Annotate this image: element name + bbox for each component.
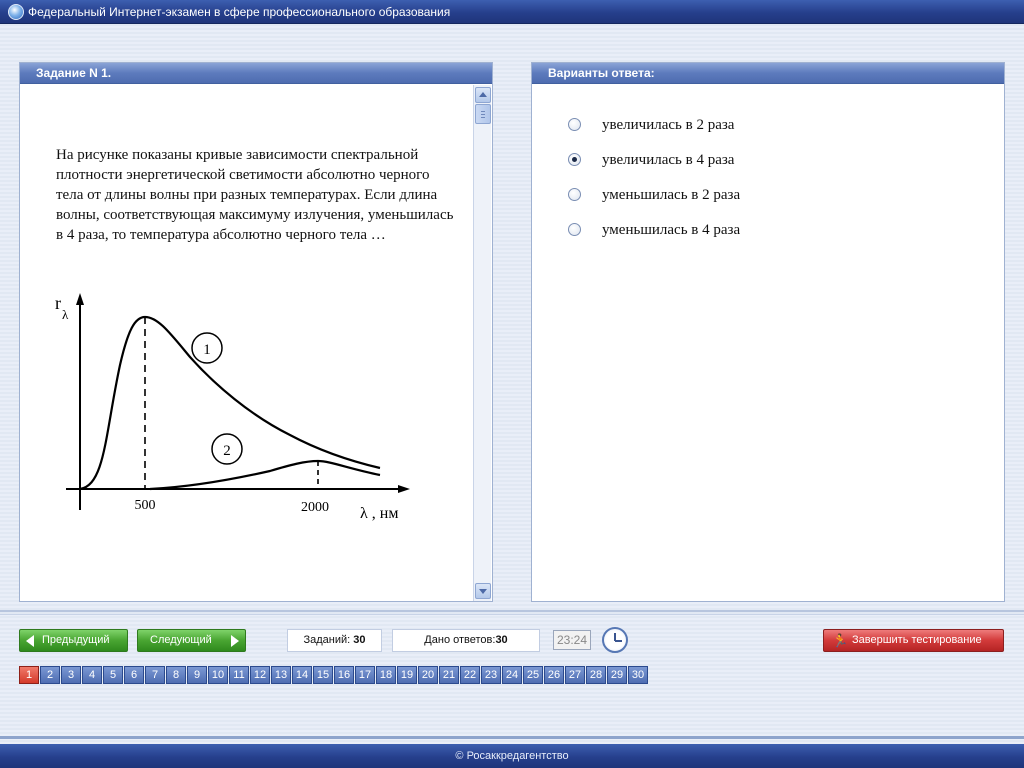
question-number-25[interactable]: 25 xyxy=(523,666,543,684)
clock-icon[interactable] xyxy=(602,627,628,653)
task-body xyxy=(20,85,472,601)
question-number-16[interactable]: 16 xyxy=(334,666,354,684)
answer-option-2[interactable] xyxy=(568,150,968,170)
tasks-count-label: Заданий: xyxy=(303,634,351,646)
question-number-17[interactable]: 17 xyxy=(355,666,375,684)
task-panel-header: Задание N 1. xyxy=(20,63,492,84)
question-number-9[interactable]: 9 xyxy=(187,666,207,684)
question-number-30[interactable]: 30 xyxy=(628,666,648,684)
x-tick-2000: 2000 xyxy=(301,500,329,515)
answer-label-3: уменьшилась в 2 раза xyxy=(602,187,741,203)
question-number-8[interactable]: 8 xyxy=(166,666,186,684)
question-number-7[interactable]: 7 xyxy=(145,666,165,684)
question-number-1[interactable]: 1 xyxy=(19,666,39,684)
question-number-26[interactable]: 26 xyxy=(544,666,564,684)
scroll-down-button[interactable] xyxy=(475,583,491,599)
answer-radio-2[interactable] xyxy=(568,153,581,166)
next-button-label: Следующий xyxy=(150,634,212,646)
question-number-11[interactable]: 11 xyxy=(229,666,249,684)
task-scrollbar[interactable] xyxy=(473,85,491,601)
task-question-text: На рисунке показаны кривые зависимости спектральной плотности энергетической светимости абсолютно черного тела от длины волны при разных температурах. Если длина волны, соответствующая максимуму излучения, уменьшилась в 4 раза, то температура абсолютно черного тела … xyxy=(56,147,454,243)
question-number-14[interactable]: 14 xyxy=(292,666,312,684)
x-axis-label: λ , нм xyxy=(360,505,399,522)
y-axis-label: r xyxy=(55,293,61,313)
x-tick-500: 500 xyxy=(134,498,156,513)
answer-label-1: увеличилась в 2 раза xyxy=(602,117,735,133)
question-number-20[interactable]: 20 xyxy=(418,666,438,684)
scroll-thumb[interactable] xyxy=(475,104,491,124)
question-number-27[interactable]: 27 xyxy=(565,666,585,684)
answer-option-4[interactable] xyxy=(568,220,968,240)
previous-button-label: Предыдущий xyxy=(42,634,110,646)
question-number-4[interactable]: 4 xyxy=(82,666,102,684)
answer-radio-3[interactable] xyxy=(568,188,581,201)
previous-button[interactable] xyxy=(19,629,128,652)
divider xyxy=(0,614,1024,615)
question-number-24[interactable]: 24 xyxy=(502,666,522,684)
running-man-icon: 🏃 xyxy=(832,633,849,648)
question-number-2[interactable]: 2 xyxy=(40,666,60,684)
tasks-count-value: 30 xyxy=(353,634,366,646)
question-number-23[interactable]: 23 xyxy=(481,666,501,684)
title-bar xyxy=(0,0,1024,24)
question-number-21[interactable]: 21 xyxy=(439,666,459,684)
answer-label-2: увеличилась в 4 раза xyxy=(602,152,735,168)
x-axis-arrow xyxy=(398,485,410,493)
curve-1-label: 1 xyxy=(203,342,211,358)
divider xyxy=(0,610,1024,612)
answered-count-box xyxy=(392,629,540,652)
question-number-15[interactable]: 15 xyxy=(313,666,333,684)
scroll-up-button[interactable] xyxy=(475,87,491,103)
y-axis-arrow xyxy=(76,293,84,305)
y-axis-label-sub: λ xyxy=(62,307,69,322)
exam-globe-icon xyxy=(8,4,24,20)
question-number-13[interactable]: 13 xyxy=(271,666,291,684)
curve-2-label: 2 xyxy=(223,443,231,459)
question-number-19[interactable]: 19 xyxy=(397,666,417,684)
answer-panel-header: Варианты ответа: xyxy=(532,63,1004,84)
answer-option-3[interactable] xyxy=(568,185,968,205)
chevron-up-icon xyxy=(479,92,487,97)
question-number-10[interactable]: 10 xyxy=(208,666,228,684)
question-number-28[interactable]: 28 xyxy=(586,666,606,684)
question-number-18[interactable]: 18 xyxy=(376,666,396,684)
finish-test-button[interactable] xyxy=(823,629,1004,652)
footer xyxy=(0,744,1024,768)
finish-test-label: Завершить тестирование xyxy=(852,634,982,646)
footer-divider xyxy=(0,736,1024,739)
question-number-5[interactable]: 5 xyxy=(103,666,123,684)
spectral-graph xyxy=(50,285,420,525)
answer-option-1[interactable] xyxy=(568,115,968,135)
copyright-text: © Росаккредагентство xyxy=(455,750,569,762)
next-button[interactable] xyxy=(137,629,246,652)
question-number-29[interactable]: 29 xyxy=(607,666,627,684)
answer-radio-4[interactable] xyxy=(568,223,581,236)
tasks-count-box xyxy=(287,629,382,652)
answered-count-value: 30 xyxy=(495,634,508,646)
answer-radio-1[interactable] xyxy=(568,118,581,131)
chevron-down-icon xyxy=(479,589,487,594)
curve-2 xyxy=(150,461,380,489)
question-number-3[interactable]: 3 xyxy=(61,666,81,684)
question-number-22[interactable]: 22 xyxy=(460,666,480,684)
answered-count-label: Дано ответов: xyxy=(424,634,496,646)
task-panel xyxy=(19,62,493,602)
arrow-right-icon xyxy=(231,635,239,647)
timer-display: 23:24 xyxy=(553,630,591,650)
arrow-left-icon xyxy=(26,635,34,647)
window-title: Федеральный Интернет-экзамен в сфере профессионального образования xyxy=(28,5,451,19)
answer-panel xyxy=(531,62,1005,602)
answer-label-4: уменьшилась в 4 раза xyxy=(602,222,741,238)
question-number-6[interactable]: 6 xyxy=(124,666,144,684)
question-number-12[interactable]: 12 xyxy=(250,666,270,684)
